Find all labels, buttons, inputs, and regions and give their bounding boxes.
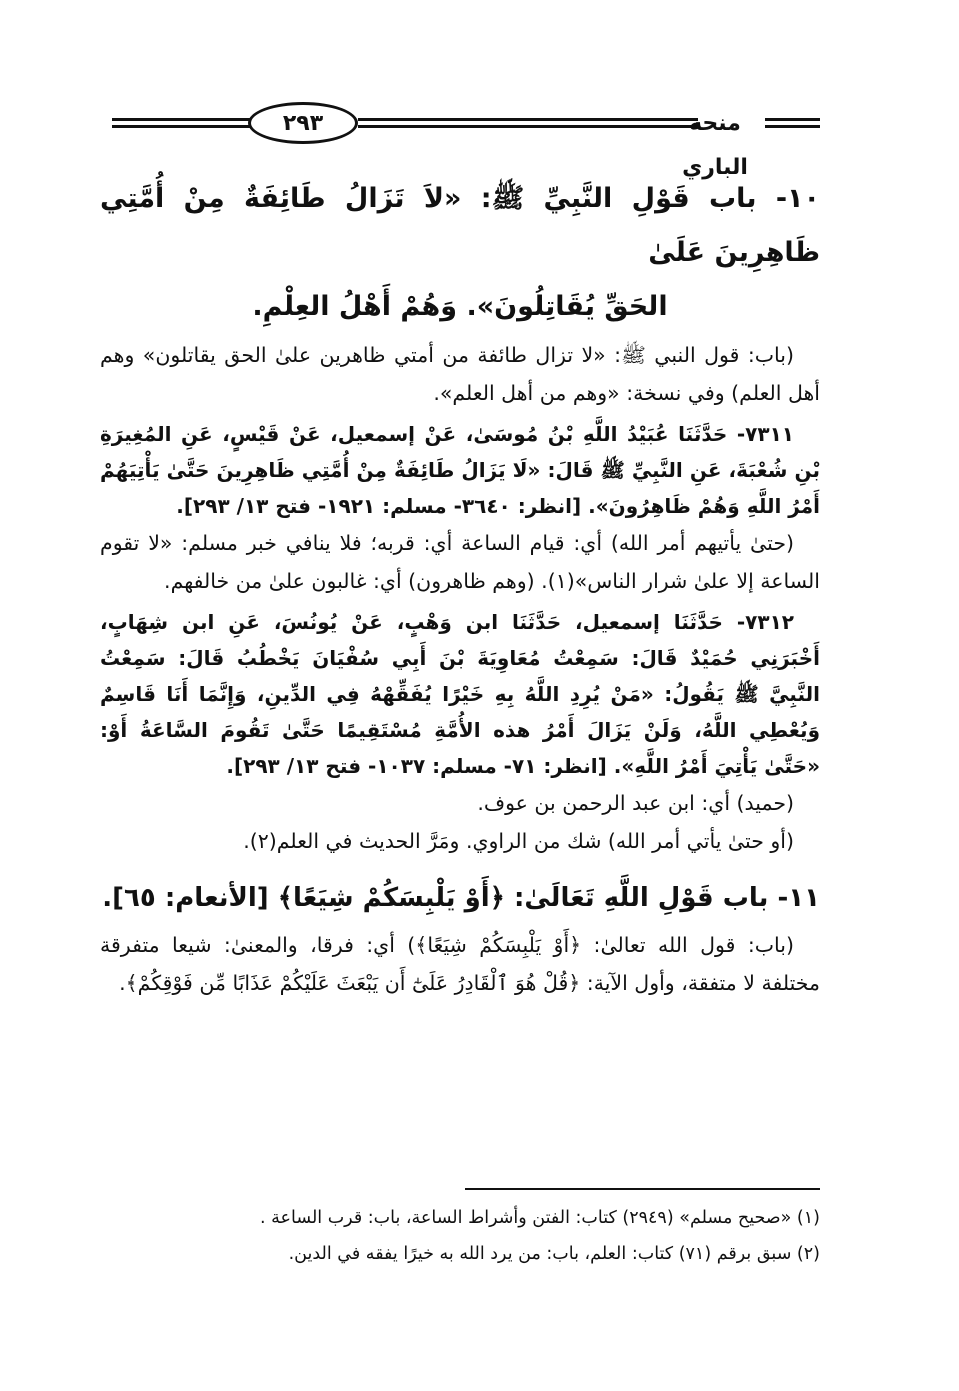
- hadith-7311-commentary: (حتىٰ يأتيهم أمر الله) أي: قيام الساعة أي: قربه؛ فلا ينافي خبر مسلم: «لا تقوم الساعة إلا علىٰ شرار الناس»(١). (وهم ظاهرون) أي: غالبون علىٰ من خالفهم.: [100, 531, 820, 593]
- chapter-10-heading-line2: الحَقِّ يُقَاتِلُونَ». وَهُمْ أَهْلُ العِلْمِ.: [252, 291, 668, 322]
- footnote-1: (١) «صحيح مسلم» (٢٩٤٩) كتاب: الفتن وأشراط الساعة، باب: قرب الساعة .: [260, 1208, 820, 1228]
- running-title: منحة الباري: [682, 111, 748, 180]
- footnote-2: (٢) سبق برقم (٧١) كتاب: العلم، باب: من يرد الله به خيرًا يفقه في الدين.: [288, 1244, 820, 1264]
- chapter-11-commentary: (باب: قول الله تعالىٰ: ﴿أَوْ يَلْبِسَكُمْ شِيَعًا﴾) أي: فرقا، والمعنىٰ: شيعا متفرقة مختلفة لا متفقة، وأول الآية: ﴿قُلْ هُوَ ٱلْقَادِرُ عَلَىٰٓ أَن يَبْعَثَ عَلَيْكُمْ عَذَابًا مِّن فَوْقِكُمْ﴾.: [100, 933, 820, 995]
- header-rule-right: [765, 118, 820, 128]
- chapter-10-commentary: (باب: قول النبي ﷺ: «لا تزال طائفة من أمتي ظاهرين علىٰ الحق يقاتلون» وهم أهل العلم) وفي نسخة: «وهم من أهل العلم».: [100, 343, 820, 405]
- chapter-10-heading-line1: ١٠- باب قَوْلِ النَّبِيِّ ﷺ: «لاَ تَزَالُ طَائِفَةٌ مِنْ أُمَّتِي ظَاهِرِينَ عَلَىٰ: [100, 183, 820, 268]
- page-header: [100, 96, 820, 180]
- chapter-11-heading: ١١- باب قَوْلِ اللَّهِ تَعَالَىٰ: ﴿أَوْ يَلْبِسَكُمْ شِيَعًا﴾ [الأنعام: ٦٥].: [102, 883, 820, 913]
- commentary-aw-hatta: (أو حتىٰ يأتي أمر الله) شك من الراوي. ومَرَّ الحديث في العلم(٢).: [243, 829, 794, 853]
- hadith-7311: ٧٣١١- حَدَّثَنَا عُبَيْدُ اللَّهِ بْنُ مُوسَىٰ، عَنْ إسمعيل، عَنْ قَيْسٍ، عَنِ المُغِيرَةِ بْنِ شُعْبَةَ، عَنِ النَّبِيِّ ﷺ قَالَ: «لَا يَزَالُ طَائِفَةٌ مِنْ أُمَّتِي ظَاهِرِينَ حَتَّىٰ يَأْتِيَهُمْ أَمْرُ اللَّهِ وَهُمْ ظَاهِرُونَ». [انظر: ٣٦٤٠- مسلم: ١٩٢١- فتح ١٣/ ٢٩٣].: [100, 422, 820, 518]
- header-rule-middle: [358, 118, 698, 128]
- chapter-10-heading: [100, 172, 820, 334]
- footnote-separator: [465, 1188, 820, 1190]
- hadith-7312: ٧٣١٢- حَدَّثَنَا إسمعيل، حَدَّثَنَا ابن وَهْبٍ، عَنْ يُونُسَ، عَنِ ابن شِهَابٍ، أَخْبَرَنِي حُمَيْدٌ قَالَ: سَمِعْتُ مُعَاوِيَةَ بْنَ أَبِي سُفْيَانَ يَخْطُبُ قَالَ: سَمِعْتُ النَّبِيَّ ﷺ يَقُولُ: «مَنْ يُرِدِ اللَّهُ بِهِ خَيْرًا يُفَقِّهْهُ فِي الدِّينِ، وَإِنَّمَا أَنَا قَاسِمٌ وَيُعْطِي اللَّهُ، وَلَنْ يَزَالَ أَمْرُ هذه الأُمَّةِ مُسْتَقِيمًا حَتَّىٰ تَقُومَ السَّاعَةُ أَوْ: «حَتَّىٰ يَأْتِيَ أَمْرُ اللَّهِ». [انظر: ٧١- مسلم: ١٠٣٧- فتح ١٣/ ٢٩٣].: [100, 610, 820, 778]
- commentary-humaid: (حميد) أي: ابن عبد الرحمن بن عوف.: [477, 791, 794, 815]
- header-rule-left: [112, 118, 252, 128]
- footnotes: [100, 1200, 820, 1272]
- page-number: ٢٩٣: [248, 102, 358, 144]
- page-body: [100, 172, 820, 1002]
